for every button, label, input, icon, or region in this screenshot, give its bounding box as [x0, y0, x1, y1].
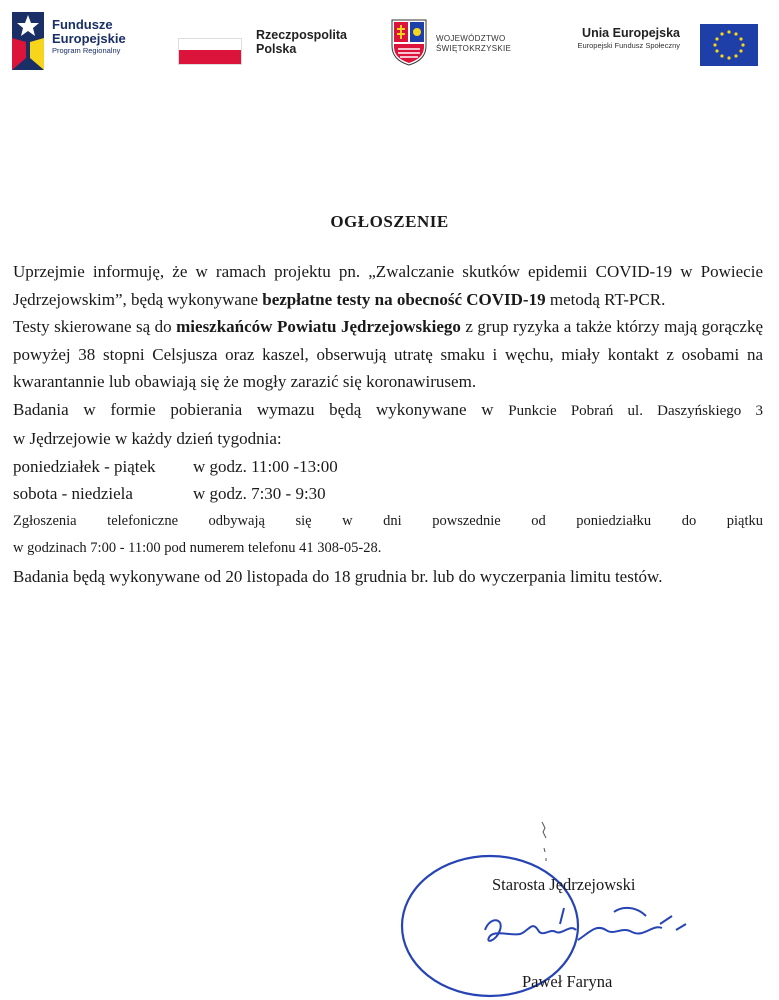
signature-block — [400, 820, 779, 1000]
fe-line2: Europejskie — [52, 31, 126, 46]
target-bold: mieszkańców Powiatu Jędrzejowskiego — [176, 317, 461, 336]
eu-flag-icon — [700, 24, 758, 66]
schedule-weekend-days: sobota - niedziela — [13, 484, 133, 503]
paragraph-target-groups — [13, 313, 763, 396]
fe-line3: Program Regionalny — [52, 46, 121, 55]
schedule-weekdays — [13, 453, 763, 481]
location-days: w Jędrzejowie w każdy dzień tygodnia: — [13, 429, 282, 448]
schedule-weekend-hours: w godz. 7:30 - 9:30 — [193, 484, 326, 503]
coat-of-arms-icon — [390, 18, 428, 66]
phone-registration: Zgłoszenia telefoniczne odbywają się w dni powszednie od poniedziałku do piątku — [13, 512, 763, 529]
target-text: Testy skierowane są do — [13, 317, 177, 336]
schedule-weekend — [13, 480, 763, 508]
sw-logo — [390, 18, 530, 68]
fe-logo — [12, 12, 172, 70]
document-title: OGŁOSZENIE — [330, 212, 449, 231]
intro-bold: bezpłatne testy na obecność COVID-19 — [262, 289, 546, 309]
target-end: z grup ryzyka a także którzy mają gorączkę powyżej 38 stopni Celsjusza oraz kaszel, obserwują utratę smaku i węchu, miały kontakt z osobami na kwarantannie lub obawiają się że mogły zarazić się koronawirusem. — [13, 317, 763, 391]
rp-line1: Rzeczpospolita — [256, 28, 347, 42]
sw-line2: ŚWIĘTOKRZYSKIE — [436, 44, 512, 53]
ue-logo — [540, 24, 770, 70]
signature-name: Paweł Faryna — [522, 972, 613, 991]
phone-hours: w godzinach 7:00 - 11:00 pod numerem telefonu 41 308-05-28. — [13, 540, 382, 556]
logo-bar — [0, 0, 779, 80]
schedule-weekdays-hours: w godz. 11:00 -13:00 — [193, 456, 338, 476]
polish-flag-icon — [178, 38, 242, 65]
ue-line2: Europejski Fundusz Społeczny — [577, 41, 680, 50]
paragraph-intro — [13, 258, 763, 313]
paragraph-location — [13, 396, 763, 426]
rp-line2: Polska — [256, 42, 297, 56]
paragraph-dates: Badania będą wykonywane od 20 listopada do 18 grudnia br. lub do wyczerpania limitu testów. — [13, 566, 663, 586]
sw-line1: WOJEWÓDZTWO — [436, 34, 506, 43]
ue-line1: Unia Europejska — [582, 26, 680, 40]
location-text: Badania w formie pobierania wymazu będą wykonywane w — [13, 399, 509, 419]
document-body — [13, 258, 763, 590]
rp-logo — [178, 28, 368, 68]
signature-role: Starosta Jędrzejowski — [492, 875, 636, 894]
schedule-weekdays-days: poniedziałek - piątek — [13, 456, 156, 476]
location-address: Punkcie Pobrań ul. Daszyńskiego 3 — [508, 402, 764, 419]
intro-end: metodą RT-PCR. — [545, 289, 666, 309]
fe-line1: Fundusze — [52, 17, 113, 32]
intro-text: Uprzejmie informuję, że w ramach projektu pn. „Zwalczanie skutków epidemii COVID-19 w Powiecie Jędrzejowskim”, będą wykonywane — [13, 262, 763, 309]
fe-star-icon — [12, 12, 44, 70]
